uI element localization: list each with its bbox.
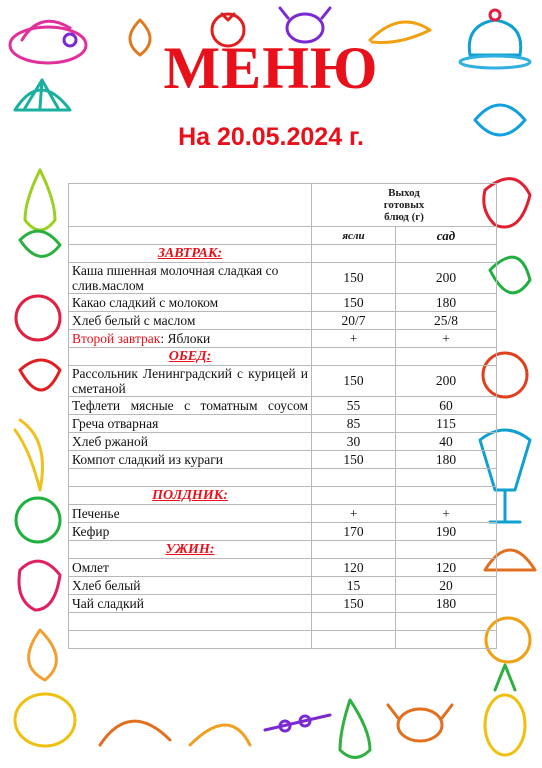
dish-name: Рассольник Ленинградский с курицей и сметаной	[69, 366, 312, 397]
garden-qty: 25/8	[396, 312, 497, 330]
nursery-qty: 150	[312, 451, 396, 469]
nursery-qty: 85	[312, 415, 396, 433]
table-row	[69, 294, 497, 312]
table-row	[69, 330, 497, 348]
tomato-left-icon	[16, 498, 60, 542]
second-breakfast	[69, 330, 312, 348]
page-title: МЕНЮ	[163, 35, 379, 101]
garden-qty: 40	[396, 433, 497, 451]
menu-table	[68, 183, 497, 649]
nursery-qty: 150	[312, 595, 396, 613]
table-row	[69, 451, 497, 469]
section-breakfast: ЗАВТРАК:	[69, 245, 312, 263]
second-breakfast-label: Второй завтрак	[72, 331, 161, 346]
garden-qty: 180	[396, 451, 497, 469]
section-lunch: ОБЕД:	[69, 348, 312, 366]
crab-bottom-icon	[388, 705, 452, 741]
empty-row	[69, 613, 497, 631]
section-snack: ПОЛДНИК:	[69, 487, 312, 505]
leaf-icon	[20, 231, 60, 256]
garden-qty: 200	[396, 366, 497, 397]
garden-qty: +	[396, 505, 497, 523]
dish-name: Омлет	[69, 559, 312, 577]
col-nursery: ясли	[312, 227, 396, 245]
nursery-qty: 20/7	[312, 312, 396, 330]
prawn-icon	[190, 725, 250, 745]
skewer-icon	[265, 715, 330, 731]
garlic-icon	[29, 630, 57, 680]
table-row	[69, 263, 497, 294]
garden-qty: 115	[396, 415, 497, 433]
lemon-icon	[15, 694, 75, 746]
garden-qty: 200	[396, 263, 497, 294]
table-row	[69, 559, 497, 577]
section-dinner: УЖИН:	[69, 541, 312, 559]
nursery-qty: 150	[312, 294, 396, 312]
table-row	[69, 366, 497, 397]
col-garden: сад	[396, 227, 497, 245]
dish-name: Кефир	[69, 523, 312, 541]
table-row	[69, 433, 497, 451]
nursery-qty: +	[312, 505, 396, 523]
dish-name: Какао сладкий с молоком	[69, 294, 312, 312]
pepper-icon	[19, 561, 60, 610]
garden-qty: 180	[396, 595, 497, 613]
table-row	[69, 505, 497, 523]
table-row	[69, 595, 497, 613]
dish-name: Печенье	[69, 505, 312, 523]
pineapple-icon	[485, 665, 525, 755]
shrimp-bottom-icon	[100, 721, 170, 745]
garden-qty: 180	[396, 294, 497, 312]
table-row	[69, 312, 497, 330]
nursery-qty: 55	[312, 397, 396, 415]
garden-qty: +	[396, 330, 497, 348]
nursery-qty: 150	[312, 263, 396, 294]
dish-name: Компот сладкий из кураги	[69, 451, 312, 469]
nursery-qty: 120	[312, 559, 396, 577]
dish-name: Тефлети мясные с томатным соусом	[69, 397, 312, 415]
dish-name: Хлеб белый	[69, 577, 312, 595]
dish-name: Чай сладкий	[69, 595, 312, 613]
dish-name: Хлеб белый с маслом	[69, 312, 312, 330]
empty-row	[69, 469, 497, 487]
empty-row	[69, 631, 497, 649]
second-breakfast-dish: : Яблоки	[160, 331, 211, 346]
garden-qty: 60	[396, 397, 497, 415]
nursery-qty: +	[312, 330, 396, 348]
garden-qty: 120	[396, 559, 497, 577]
banana-icon	[15, 420, 43, 490]
table-row	[69, 577, 497, 595]
nursery-qty: 30	[312, 433, 396, 451]
dish-name: Хлеб ржаной	[69, 433, 312, 451]
nursery-qty: 15	[312, 577, 396, 595]
strawberry-icon	[20, 360, 60, 390]
table-row	[69, 523, 497, 541]
pear-icon	[25, 170, 55, 230]
table-row	[69, 397, 497, 415]
dish-name: Греча отварная	[69, 415, 312, 433]
subheader-empty-cell	[69, 227, 312, 245]
nursery-qty: 170	[312, 523, 396, 541]
output-header-label: Выход готовых блюд (г)	[383, 187, 425, 223]
garden-qty: 20	[396, 577, 497, 595]
dish-name: Каша пшенная молочная сладкая со слив.маслом	[69, 263, 312, 294]
apple-icon	[16, 296, 60, 340]
garden-qty: 190	[396, 523, 497, 541]
pear-bottom-icon	[340, 700, 370, 758]
table-row	[69, 415, 497, 433]
nursery-qty: 150	[312, 366, 396, 397]
output-header	[312, 184, 497, 227]
menu-date: На 20.05.2024 г.	[178, 123, 364, 151]
header-empty-cell	[69, 184, 312, 227]
